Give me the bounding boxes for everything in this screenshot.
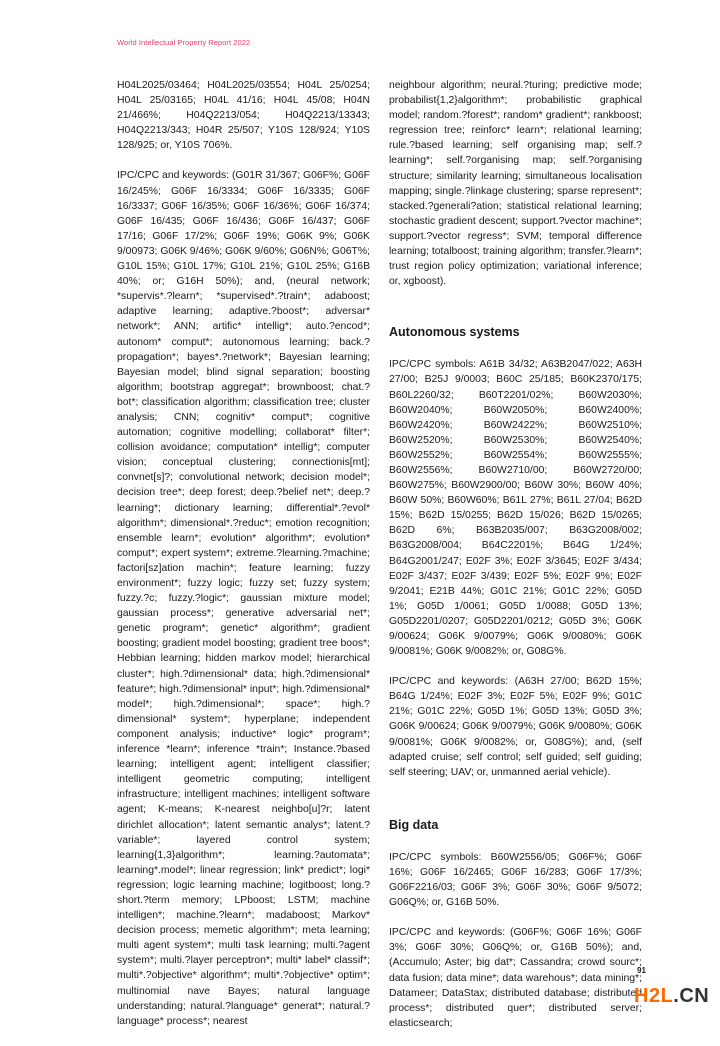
paragraph-autonomous-symbols: IPC/CPC symbols: A61B 34/32; A63B2047/022; A63H 27/00; B25J 9/0003; B60C 25/185; B60K2370/175; B60L2260/32; B60T2201/02%; B60W2030%; B60W2040%; B60W2050%; B60W2400%; B60W2420%; B60W2422%; B60W2510%; B60W2520%; B60W2530%; B60W2540%; B60W2552%; B60W2554%; B60W2555%; B60W2556%; B60W2710/00; B60W2720/00; B60W275%; B60W2900/00; B60W 30%; B60W 40%; B60W 50%; B60W60%; B61L 27%; B61L 27/04; B62D 15%; B62D 15/0255; B62D 15/026; B62D 15/0265; B62D 6%; B63B2035/007; B63G2008/002; B63G2008/004; B64C2201%; B64G 1/24%; B64G2001/247; E02F 3%; E02F 3/3645; E02F 3/434; E02F 3/437; E02F 3/439; E02F 5%; E02F 9%; E02F 9/2041; E21B 44%; G01C 21%; G01C 22%; G05D 1%; G05D 1/0061; G05D 1/0088; G05D 13%; G05D2201/0207; G05D2201/0212; G05D 3%; G06K 9/00624; G06K 9/0079%; G06K 9/0080%; G06K 9/0081%; G06K 9/0082%; or, G08G%. (389, 359, 642, 658)
watermark-part-b: .CN (673, 985, 710, 1007)
running-header: World Intellectual Property Report 2022 (117, 38, 251, 47)
paragraph-ai-keywords: IPC/CPC and keywords: (G01R 31/367; G06F%; G06F 16/245%; G06F 16/3334; G06F 16/3335; G06F 16/3337; G06F 16/35%; G06F 16/36%; G06F 16/374; G06F 16/435; G06F 16/436; G06F 16/437; G06F 17/16; G06F 17/2%; G06F 19%; G06K 9%; G06K 9/00973; G06K 9/46%; G06K 9/60%; G06N%; G06T%; G10L 15%; G10L 17%; G10L 21%; G10L 25%; G16B 40%; or; G16H 50%); and, (neural network; *supervis*.?learn*; *supervised*.?train*; adaboost; adaptive learning; adaptive.?boost*; adversar* network*; ANN; artific* intellig*; auto.?encod*; autonom* comput*; autonomous learning; back.?propagation*; bayes*.?network*; Bayesian learning; Bayesian model; blind signal separation; boosting algorithm; bootstrap aggregat*; brownboost; chat.?bot*; classification algorithm; classification tree; cluster analysis; CNN; cognitiv* comput*; cognitive automation; cognitive modelling; collaborat* filter*; collision avoidance; computation* intellig*; computer vision; conceptual clustering; connectionis[mt]; convnet[s]?; convolutional network; decision model*; decision tree*; deep forest; deep.?belief net*; deep.?learning*; dictionary learning; differential*.?evol* algorithm*; dimensional*.?reduc*; emotion recognition; ensemble learn*; evolution* algorithm*; evolution* comput*; expert system*; extreme.?learning.?machine; factori[sz]ation machin*; feature learning; fuzzy environment*; fuzzy logic; fuzzy set; fuzzy system; fuzzy.?c; fuzzy.?logic*; gaussian mixture model; gaussian process*; generative adversarial net*; genetic program*; genetic* algorithm*; gradient boosting; gradient model boosting; gradient tree boos*; Hebbian learning; hidden markov model; hierarchical cluster*; high.?dimensional* data; high.?dimensional* feature*; high.?dimensional* input*; high.?dimensional* model*; high.?dimensional*; space*; high.?dimensional* system*; hyperplane; independent component analysis; inductive* logic* program*; inference *learn*; inference *train*; Instance.?based learning; intelligent agent; intelligent classifier; intelligent geometric computing; intelligent infrastructure; intelligent machines; intelligent software agent; K-means; K-nearest neighbo[u]?r; latent dirichlet allocation*; latent semantic analys*; latent.?variable*; layered control system; learning{1,3}algorithm*; learning.?automata*; learning*.model*; linear regression; link* predict*; logi* regression; logic learning machine; logitboost; long.?short.?term memory; LPboost; LSTM; machine intelligen*; machine.?learn*; madaboost; Markov* decision process; memetic algorithm*; meta learning; multi agent system*; multi task learning; multi.?agent system*; multi.?layer perceptron*; multi* label* classif*; multi*.?objective* algorithm*; multi*.?objective* optim*; multinomial nave Bayes; natural language understanding; natural.?language* generat*; natural.?language* process*; nearest (117, 170, 371, 1027)
paragraph-autonomous-keywords: IPC/CPC and keywords: (A63H 27/00; B62D 15%; B64G 1/24%; E02F 3%; E02F 5%; E02F 9%; G01C 21%; G01C 22%; G05D 1%; G05D 13%; G05D 3%; G06K 9/00624; G06K 9/0079%; G06K 9/0080%; G06K 9/0081%; G06K 9/0082%; or, G08G%); and, (self adapted cruise; self control; self guided; self guiding; self steering; UAV; or, unmanned aerial vehicle). (389, 676, 642, 778)
section-heading-big-data: Big data (389, 817, 439, 832)
watermark-logo (634, 985, 709, 1008)
left-column (117, 78, 370, 1044)
paragraph-big-data-symbols: IPC/CPC symbols: B60W2556/05; G06F%; G06F 16%; G06F 16/2465; G06F 16/283; G06F 17/3%; G06F2216/03; G06F 3%; G06F 30%; G06F 9/5072; G06Q%; or, G16B 50%. (389, 851, 642, 909)
paragraph-big-data-keywords: IPC/CPC and keywords: (G06F%; G06F 16%; G06F 3%; G06F 30%; G06Q%; or, G16B 50%); and, (Accumulo; Aster; big dat*; Cassandra; crowd sourc*; data fusion; data mine*; data warehous*; data mining*; Datameer; DataStax; distributed database; distributed process*; distributed quer*; distributed server; elasticsearch; (389, 927, 642, 1029)
right-column (389, 78, 642, 1046)
watermark-part-a: H2L (634, 985, 674, 1007)
paragraph-ai-keywords-continued: neighbour algorithm; neural.?turing; predictive mode; probabilist{1,2}algorithm*; probabilistic graphical model; random.?forest*; random* gradient*; rankboost; regression tree; reinforc* learn*; relational learning; rule.?based learning; self organising map; self.?learning*; self.?organising map; self.?organising structure; similarity learning; simultaneous localisation mapping; single.?linkage clustering; sparse represent*; stacked.?generali?ation; statistical relational learning; stochastic gradient descent; support.?vector machine*; support.?vector regress*; SVM; temporal difference learning; totalboost; training algorithm; transfer.?learn*; trust region policy optimization; variational inference; or, xgboost). (389, 80, 642, 288)
paragraph-ai-symbols-continued: H04L2025/03464; H04L2025/03554; H04L 25/0254; H04L 25/03165; H04L 41/16; H04L 45/08; H04N 21/466%; H04Q2213/054; H04Q2213/13343; H04Q2213/343; H04R 25/507; Y10S 128/924; Y10S 128/925; or, Y10S 706%. (117, 80, 370, 152)
page-number: 91 (637, 966, 646, 975)
section-heading-autonomous-systems: Autonomous systems (389, 325, 520, 340)
